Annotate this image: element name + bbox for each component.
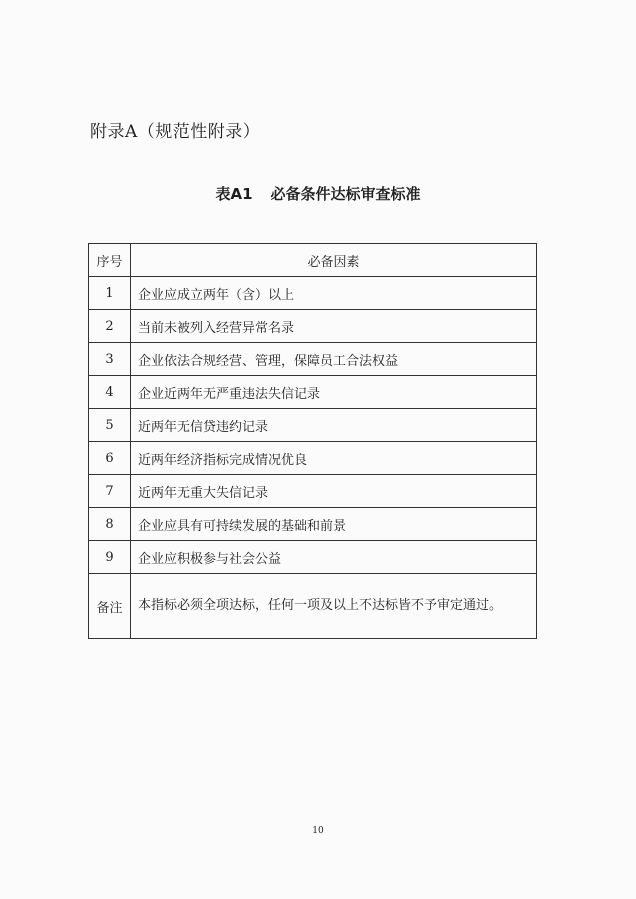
row-text: 当前未被列入经营异常名录: [131, 310, 537, 343]
table-row: [89, 541, 537, 574]
table-row: [89, 442, 537, 475]
row-text: 企业依法合规经营、管理，保障员工合法权益: [131, 343, 537, 376]
table-row: [89, 310, 537, 343]
row-no: 8: [89, 508, 131, 541]
table-title-text: 必备条件达标审查标准: [270, 185, 421, 203]
row-no: 7: [89, 475, 131, 508]
row-no: 2: [89, 310, 131, 343]
header-factor: 必备因素: [131, 244, 537, 277]
note-text: 本指标必须全项达标，任何一项及以上不达标皆不予审定通过。: [131, 574, 537, 639]
table-row: [89, 475, 537, 508]
table-title: [0, 183, 636, 204]
table-row: [89, 376, 537, 409]
row-no: 1: [89, 277, 131, 310]
row-no: 9: [89, 541, 131, 574]
row-text: 近两年经济指标完成情况优良: [131, 442, 537, 475]
note-label: 备注: [89, 574, 131, 639]
appendix-heading: 附录A（规范性附录）: [90, 122, 261, 142]
row-no: 3: [89, 343, 131, 376]
table-row: [89, 409, 537, 442]
row-text: 近两年无重大失信记录: [131, 475, 537, 508]
table-row: [89, 508, 537, 541]
page-number: 10: [312, 826, 324, 836]
header-no: 序号: [89, 244, 131, 277]
criteria-table: [88, 243, 537, 639]
table-row: [89, 277, 537, 310]
row-text: 企业应成立两年（含）以上: [131, 277, 537, 310]
table-number: 表A1: [215, 185, 253, 203]
row-text: 企业应具有可持续发展的基础和前景: [131, 508, 537, 541]
row-text: 近两年无信贷违约记录: [131, 409, 537, 442]
row-text: 企业近两年无严重违法失信记录: [131, 376, 537, 409]
row-text: 企业应积极参与社会公益: [131, 541, 537, 574]
row-no: 4: [89, 376, 131, 409]
note-row: [89, 574, 537, 639]
table-header-row: [89, 244, 537, 277]
row-no: 5: [89, 409, 131, 442]
row-no: 6: [89, 442, 131, 475]
table-row: [89, 343, 537, 376]
